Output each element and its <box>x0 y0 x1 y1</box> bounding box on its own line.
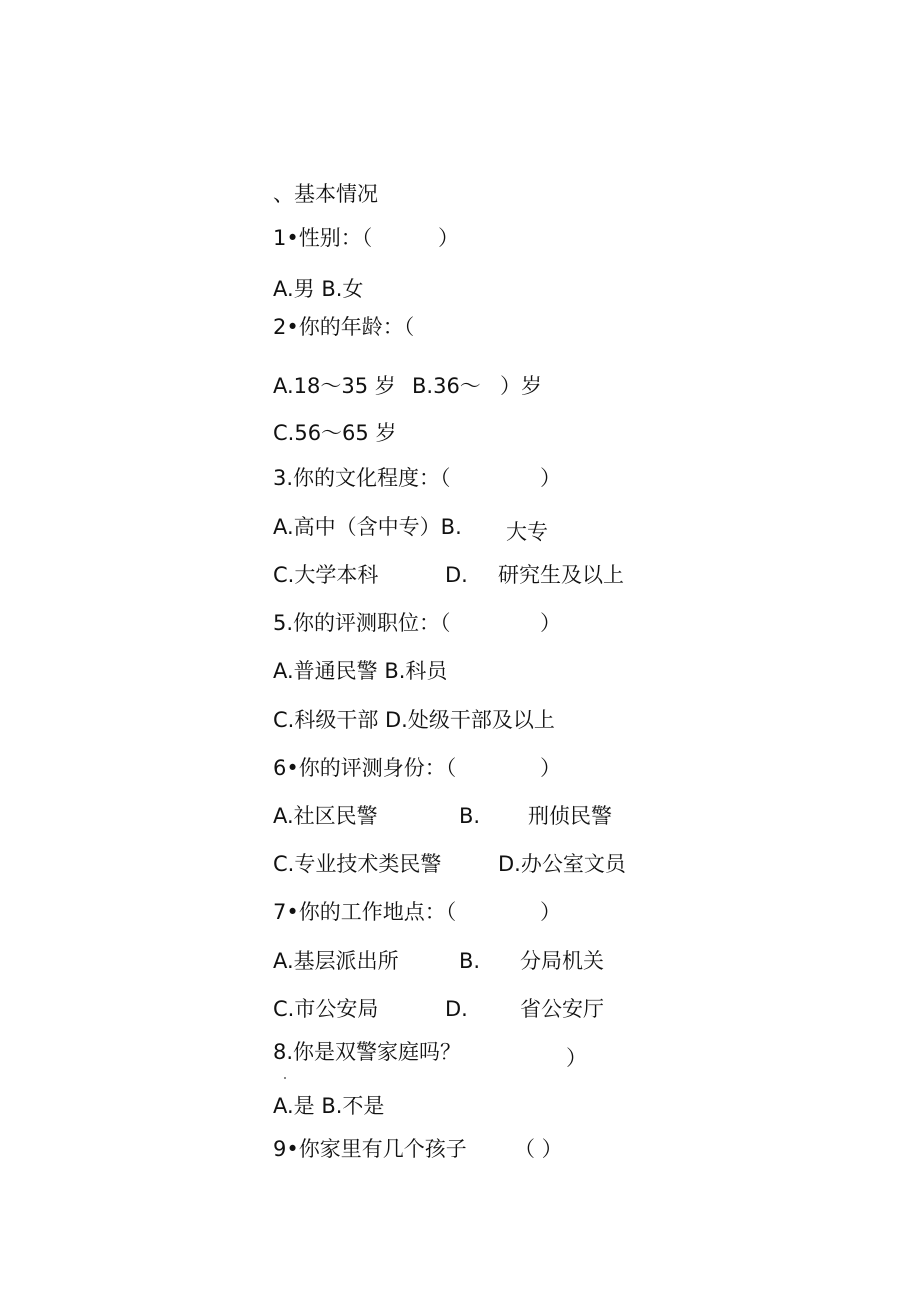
question-3-option-d-letter: D. <box>445 563 468 587</box>
question-7-option-c: C.市公安局 <box>273 997 379 1021</box>
question-2-option-c: C.56〜65 岁 <box>273 421 397 445</box>
question-8-text: 8.你是双警家庭吗？ <box>273 1040 462 1064</box>
question-7-close-paren: ） <box>540 900 561 924</box>
question-7-option-a: A.基层派出所 <box>273 949 399 973</box>
question-1-text: 1•性别：（ <box>273 226 373 250</box>
question-7-option-d: 省公安厅 <box>520 997 604 1021</box>
question-3-close-paren: ） <box>540 466 561 490</box>
question-8-close-paren: ） <box>566 1046 587 1070</box>
question-9-answer-blank: （ ） <box>514 1137 563 1161</box>
stray-mark <box>284 1077 286 1079</box>
section-title: 、基本情况 <box>273 182 378 206</box>
question-6-close-paren: ） <box>540 756 561 780</box>
question-6-option-b: 刑侦民警 <box>528 804 612 828</box>
question-3-option-d: 研究生及以上 <box>498 563 624 587</box>
question-2-option-b: B.36〜 <box>412 374 481 398</box>
question-9-text: 9•你家里有几个孩子 <box>273 1137 467 1161</box>
question-6-option-b-letter: B. <box>459 804 481 828</box>
question-7-option-b: 分局机关 <box>520 949 604 973</box>
question-6-option-c: C.专业技术类民警 <box>273 852 442 876</box>
question-7-option-b-letter: B. <box>459 949 481 973</box>
question-2-option-b-suffix: ）岁 <box>500 374 542 398</box>
question-3-option-b: 大专 <box>506 520 548 544</box>
question-3-option-a: A.高中（含中专）B. <box>273 515 462 539</box>
question-2-text: 2•你的年龄：（ <box>273 315 415 339</box>
question-6-text: 6•你的评测身份：（ <box>273 756 457 780</box>
question-5-close-paren: ） <box>540 611 561 635</box>
question-1-close-paren: ） <box>438 226 459 250</box>
question-5-options-ab: A.普通民警 B.科员 <box>273 659 448 683</box>
question-5-options-cd: C.科级干部 D.处级干部及以上 <box>273 708 555 732</box>
question-3-option-c: C.大学本科 <box>273 563 379 587</box>
question-5-text: 5.你的评测职位：（ <box>273 611 451 635</box>
question-6-option-a: A.社区民警 <box>273 804 378 828</box>
question-3-text: 3.你的文化程度：（ <box>273 466 451 490</box>
question-7-text: 7•你的工作地点：（ <box>273 900 457 924</box>
question-7-option-d-letter: D. <box>445 997 468 1021</box>
question-8-options: A.是 B.不是 <box>273 1094 385 1118</box>
question-6-option-d: D.办公室文员 <box>498 852 626 876</box>
question-2-option-a: A.18〜35 岁 <box>273 374 396 398</box>
question-1-options: A.男 B.女 <box>273 277 364 301</box>
